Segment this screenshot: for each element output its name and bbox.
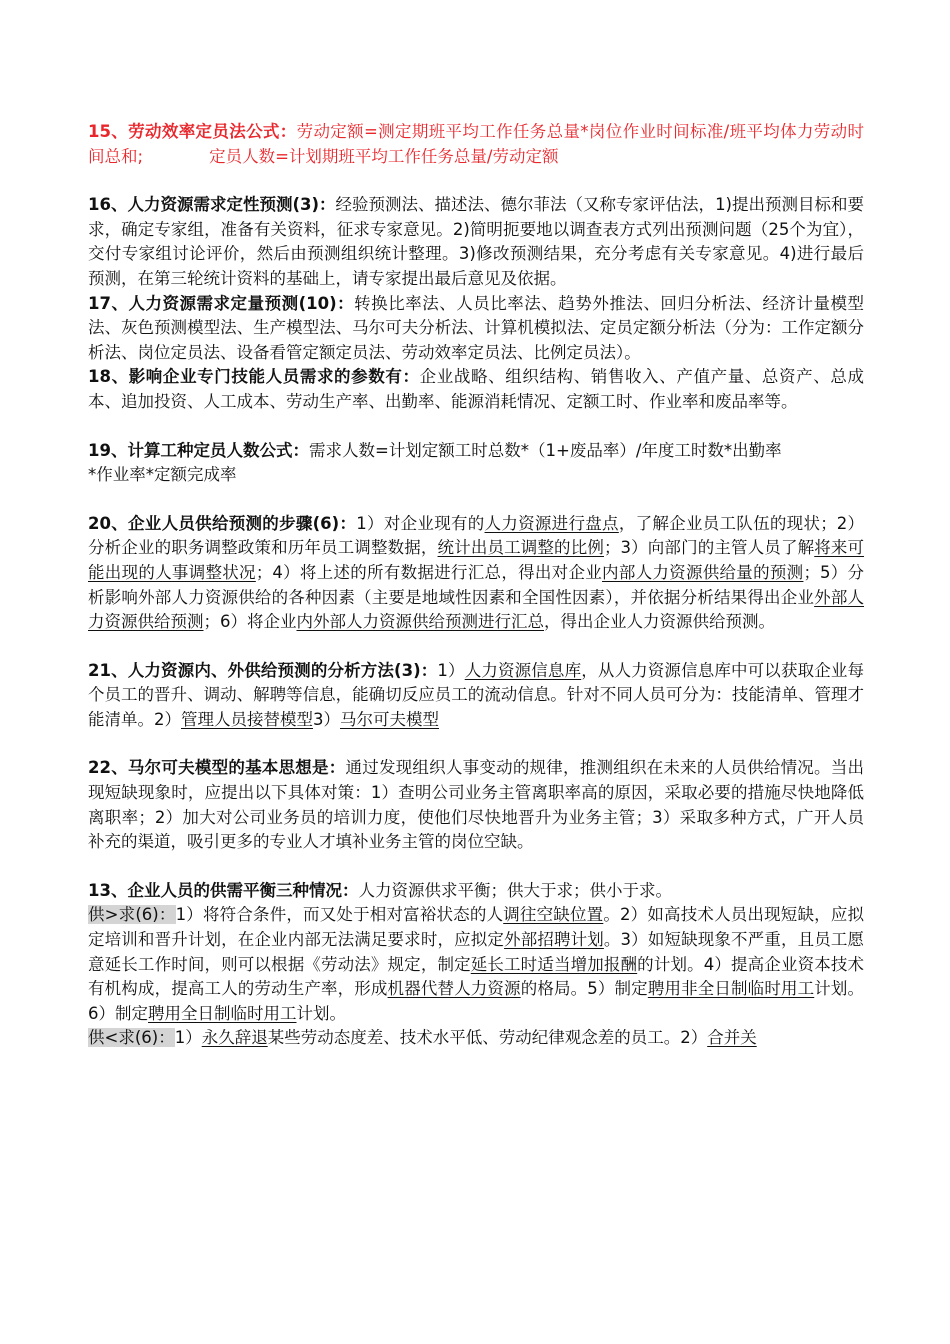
para-13-underline: 外部招聘计划 — [504, 930, 604, 950]
document-page — [88, 120, 864, 1051]
para-22 — [88, 756, 864, 854]
para-20-text: ；3）向部门的主管人员了解 — [604, 538, 815, 558]
para-17 — [88, 292, 864, 366]
para-22-body: 通过发现组织人事变动的规律，推测组织在未来的人员供给情况。当出现短缺现象时，应提出以下具体对策：1）查明公司业务主管离职率高的原因，采取必要的措施尽快地降低离职率；2）加大对公司业务员的培训力度，使他们尽快地晋升为业务主管；3）采取多种方式，广开人员补充的渠道，吸引更多的专业人才填补业务主管的岗位空缺。 — [88, 758, 865, 852]
para-21-text: 3） — [313, 709, 340, 729]
para-20-underline: 人力资源进行盘点 — [484, 513, 619, 533]
para-20-underline: 外部人力资源供给预测 — [88, 587, 865, 632]
para-13-text: 的计划。4）提高企业资本技术有机构成，提高工人的劳动生产率，形成 — [88, 954, 865, 999]
para-19-heading: 19、计算工种定员人数公式： — [88, 440, 309, 460]
para-13-surplus — [88, 903, 864, 1026]
para-21-text: ，从人力资源信息库中可以获取企业每个员工的晋升、调动、解聘等信息，能确切反应员工的流动信息。针对不同人员可分为：技能清单、管理才能清单。2） — [88, 660, 865, 729]
para-13-shortage — [88, 1026, 864, 1051]
para-20-underline: 将来可能出现的人事调整状况 — [88, 538, 865, 582]
para-19-continuation: *作业率*定额完成率 — [88, 465, 237, 485]
para-13-text: 计划。 — [296, 1003, 346, 1023]
para-20-text: ；5）分析影响外部人力资源供给的各种因素（主要是地域性因素和全国性因素），并依据分析结果得出企业 — [88, 562, 865, 607]
para-13-text: 1） — [174, 1028, 202, 1048]
highlight-label: 供>求(6)： — [88, 905, 176, 925]
para-15-formula-2: 定员人数=计划期班平均工作任务总量/劳动定额 — [209, 146, 559, 166]
para-22-heading: 22、马尔可夫模型的基本思想是： — [88, 758, 346, 778]
para-18-heading: 18、影响企业专门技能人员需求的参数有： — [88, 367, 420, 387]
para-20 — [88, 512, 864, 635]
para-19 — [88, 439, 864, 464]
para-18-body: 企业战略、组织结构、销售收入、产值产量、总资产、总成本、追加投资、人工成本、劳动生产率、出勤率、能源消耗情况、定额工时、作业率和废品率等。 — [88, 367, 864, 411]
para-13-body: 人力资源供求平衡；供大于求；供小于求。 — [358, 880, 672, 900]
para-13-underline: 合并关 — [707, 1028, 757, 1048]
para-20-underline: 内外部人力资源供给预测进行汇总 — [296, 612, 544, 632]
para-17-heading: 17、人力资源需求定量预测(10)： — [88, 293, 355, 313]
para-21 — [88, 659, 864, 733]
para-15 — [88, 120, 864, 169]
para-21-underline: 人力资源信息库 — [464, 660, 582, 680]
para-13-text: 计划。6）制定 — [88, 979, 865, 1023]
para-21-text: 1） — [437, 660, 465, 680]
para-20-text: ；4）将上述的所有数据进行汇总，得出对企业 — [255, 562, 603, 582]
para-20-text: 1）对企业现有的 — [356, 513, 485, 533]
para-15-heading: 15、劳动效率定员法公式： — [88, 122, 297, 141]
para-13-text: 。2）如高技术人员出现短缺，应拟定培训和晋升计划，在企业内部无法满足要求时，应拟定 — [88, 905, 865, 950]
para-13-underline: 机器代替人力资源 — [387, 979, 521, 999]
para-15-formula-1: 劳动定额=测定期班平均工作任务总量*岗位作业时间标准/班平均体力劳动时间总和; — [88, 122, 864, 166]
para-18 — [88, 365, 864, 414]
highlight-label: 供<求(6)： — [88, 1028, 175, 1048]
para-13-text: 的格局。5）制定 — [520, 979, 648, 999]
para-19-body: 需求人数=计划定额工时总数*（1+废品率）/年度工时数*出勤率 — [308, 440, 782, 460]
para-21-heading: 21、人力资源内、外供给预测的分析方法(3)： — [88, 660, 438, 680]
para-13-underline: 延长工时适当增加报酬 — [470, 954, 638, 974]
para-13-text: 。3）如短缺现象不严重，且员工愿意延长工作时间，则可以根据《劳动法》规定，制定 — [88, 930, 865, 974]
para-13-underline: 聘用非全日制临时用工 — [647, 979, 815, 999]
para-13-heading: 13、企业人员的供需平衡三种情况： — [88, 880, 359, 900]
para-20-text: ；6）将企业 — [203, 612, 297, 632]
para-13 — [88, 879, 864, 904]
para-16-heading: 16、人力资源需求定性预测(3)： — [88, 195, 336, 215]
para-13-text: 某些劳动态度差、技术水平低、劳动纪律观念差的员工。2） — [267, 1028, 708, 1048]
para-16-body: 经验预测法、描述法、德尔菲法（又称专家评估法，1)提出预测目标和要求，确定专家组，准备有关资料，征求专家意见。2)简明扼要地以调查表方式列出预测问题（25个为宜），交付专家组讨论评价，然后由预测组织统计整理。3)修改预测结果，充分考虑有关专家意见。4)进行最后预测，在第三轮统计资料的基础上，请专家提出最后意见及依据。 — [88, 195, 865, 288]
para-13-underline: 调往空缺位置 — [503, 905, 604, 925]
para-21-underline: 管理人员接替模型 — [181, 709, 313, 729]
para-20-underline: 统计出员工调整的比例 — [437, 538, 604, 558]
para-13-underline: 永久辞退 — [201, 1028, 268, 1048]
para-13-underline: 聘用全日制临时用工 — [148, 1003, 297, 1023]
para-17-body: 转换比率法、人员比率法、趋势外推法、回归分析法、经济计量模型法、灰色预测模型法、生产模型法、马尔可夫分析法、计算机模拟法、定员定额分析法（分为：工作定额分析法、岗位定员法、设备看管定额定员法、劳动效率定员法、比例定员法）。 — [88, 293, 864, 362]
para-20-text: ，了解企业员工队伍的现状；2）分析企业的职务调整政策和历年员工调整数据， — [88, 513, 865, 558]
para-21-underline: 马尔可夫模型 — [340, 709, 439, 729]
para-16 — [88, 193, 864, 291]
para-20-text: ，得出企业人力资源供给预测。 — [544, 612, 775, 632]
para-20-heading: 20、企业人员供给预测的步骤(6)： — [88, 513, 357, 533]
para-13-text: 1）将符合条件，而又处于相对富裕状态的人 — [175, 905, 504, 925]
para-20-underline: 内部人力资源供给量的预测 — [602, 562, 804, 582]
